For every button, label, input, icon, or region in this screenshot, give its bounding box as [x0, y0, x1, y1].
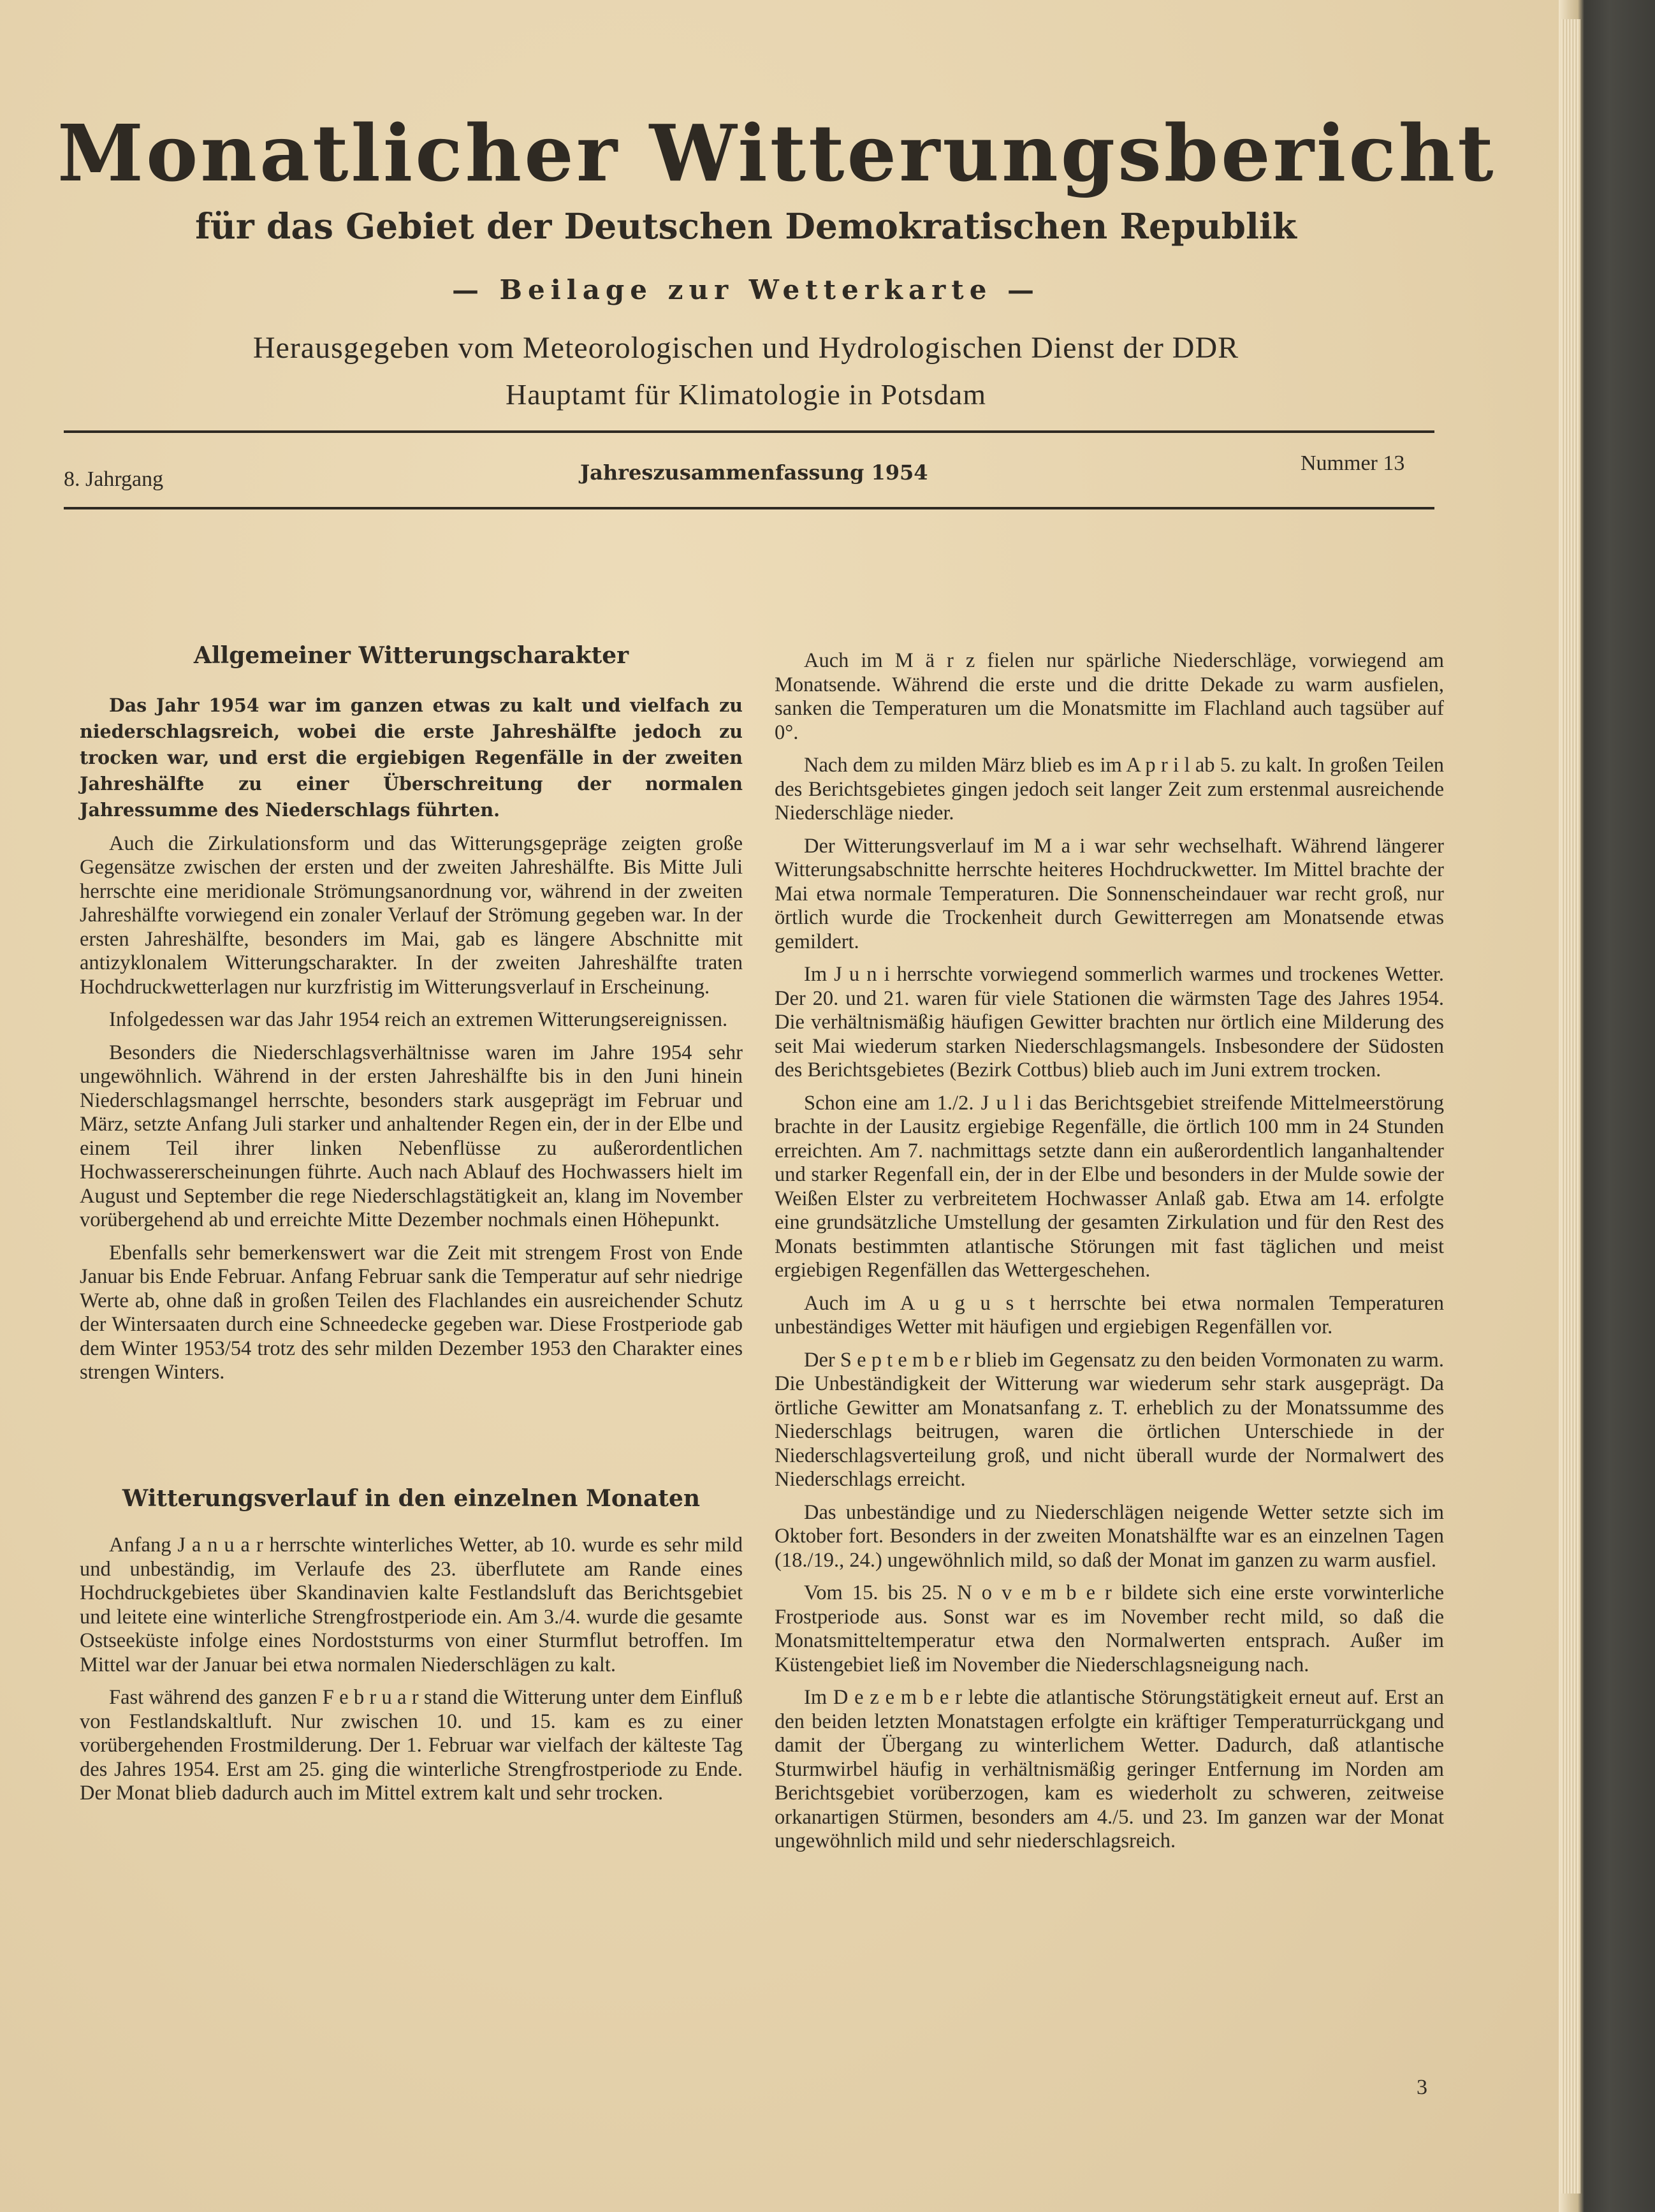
page-number: 3 [1417, 2076, 1427, 2099]
paragraph: Auch die Zirkulationsform und das Witterungsgepräge zeigten große Gegensätze zwischen der ersten und der zweiten Jahreshälfte. Bis Mitte Juli herrschte eine meridionale Strömungsanordnung vor, während in der zweiten Jahreshälfte vorwiegend ein zonaler Verlauf der Strömung gegeben war. In der ersten Jahreshälfte, besonders im Mai, gab es längere Abschnitte mit antizyklonalem Witterungscharakter. In der zweiten Jahreshälfte traten Hochdruckwetterlagen nur kurzfristig im Witterungsverlauf in Erscheinung. [80, 831, 743, 999]
paragraph: Nach dem zu milden März blieb es im A p r i l ab 5. zu kalt. In großen Teilen des Berichtsgebietes gingen jedoch seit langer Zeit zum erstenmal ausreichende Niederschläge nieder. [775, 754, 1444, 824]
masthead-supplement: — Beilage zur Wetterkarte — [451, 274, 1040, 305]
volume-label: 8. Jahrgang [64, 467, 164, 491]
paragraph: Der S e p t e m b e r blieb im Gegensatz zu den beiden Vormonaten zu warm. Die Unbeständigkeit der Witterung war wiederum sehr stark ausgeprägt. Da örtliche Gewitter am Monatsanfang z. T. erheblich zu der Monatssumme des Niederschlags beitrugen, waren die örtlichen Unterschiede in der Niederschlagsverteilung groß, und nicht überall wurde der Normalwert des Niederschlags erreicht. [775, 1348, 1444, 1491]
paragraph: Auch im A u g u s t herrschte bei etwa normalen Temperaturen unbeständiges Wetter mit häufigen und ergiebigen Regenfällen vor. [775, 1291, 1444, 1338]
publisher-line-1: Herausgegeben vom Meteorologischen und Hydrologischen Dienst der DDR [252, 331, 1239, 365]
paragraph: Anfang J a n u a r herrschte winterliches Wetter, ab 10. wurde es sehr mild und unbeständig, im Verlaufe des 23. überflutete am Rande eines Hochdruckgebietes über Skandinavien kalte Festlandsluft das Berichtsgebiet und leitete eine winterliche Strengfrostperiode ein. Am 3./4. wurde die gesamte Ostseeküste infolge eines Nordoststurms von einer Sturmflut betroffen. Im Mittel war der Januar bei etwa normalen Niederschlägen zu kalt. [80, 1534, 743, 1676]
right-column [775, 649, 1444, 1863]
masthead-title: Monatlicher Witterungsbericht [57, 107, 1496, 199]
paragraph: Ebenfalls sehr bemerkenswert war die Zeit mit strengem Frost von Ende Januar bis Ende Februar. Anfang Februar sank die Temperatur auf sehr niedrige Werte ab, ohne daß in großen Teilen des Flachlandes ein ausreichender Schutz der Wintersaaten durch eine Schneedecke gegeben war. Diese Frostperiode gab dem Winter 1953/54 trotz des sehr milden Dezember 1953 den Charakter eines strengen Winters. [80, 1241, 743, 1384]
paragraph: Vom 15. bis 25. N o v e m b e r bildete sich eine erste vorwinterliche Frostperiode aus. Sonst war es im November recht mild, so daß die Monatsmitteltemperatur etwa den Normalwerten entsprach. Außer im Küstengebiet ließ im November die Niederschlagsneigung nach. [775, 1581, 1444, 1676]
issue-number: Nummer 13 [1301, 451, 1405, 475]
paragraph: Fast während des ganzen F e b r u a r stand die Witterung unter dem Einfluß von Festlandskaltluft. Nur zwischen 10. und 15. kam es zu einer vorübergehenden Frostmilderung. Der 1. Februar war vielfach der kälteste Tag des Jahres 1954. Erst am 25. ging die winterliche Strengfrostperiode zu Ende. Der Monat blieb dadurch auch im Mittel extrem kalt und sehr trocken. [80, 1686, 743, 1805]
left-column [80, 644, 743, 1815]
masthead-subtitle: für das Gebiet der Deutschen Demokratischen Republik [195, 205, 1297, 247]
paragraph: Schon eine am 1./2. J u l i das Berichtsgebiet streifende Mittelmeerstörung brachte in der Lausitz ergiebige Regenfälle, die örtlich 100 mm in 24 Stunden erreichten. Am 7. nachmittags setzte dann ein außerordentlich langanhaltender und starker Regenfall ein, der in der Elbe und besonders in der Mulde sowie der Weißen Elster zu verbreitetem Hochwasser Anlaß gab. Etwa am 14. erfolgte eine grundsätzliche Umstellung der gesamten Zirkulation und für den Rest des Monats bestimmten atlantische Störungen mit fast täglichen und meist ergiebigen Regenfällen das Wettergeschehen. [775, 1091, 1444, 1282]
bottom-rule [64, 507, 1434, 509]
paragraph: Im J u n i herrschte vorwiegend sommerlich warmes und trockenes Wetter. Der 20. und 21. waren für viele Stationen die wärmsten Tage des Jahres 1954. Die verhältnismäßig häufigen Gewitter brachten nur örtlich eine Milderung des seit Mai wiederum starken Niederschlagsmangels. Insbesondere der Südosten des Berichtsgebietes (Bezirk Cottbus) blieb auch im Juni extrem trocken. [775, 963, 1444, 1081]
heading-general-character: Allgemeiner Witterungscharakter [193, 642, 629, 669]
paragraph: Im D e z e m b e r lebte die atlantische Störungstätigkeit erneut auf. Erst an den beiden letzten Monatstagen erfolgte ein kräftiger Temperaturrückgang und damit der Übergang zu winterlichem Wetter. Dadurch, daß atlantische Sturmwirbel häufig in verhältnismäßig geringer Entfernung im Norden am Berichtsgebiet vorüberzogen, kam es wiederholt zu schweren, zeitweise orkanartigen Stürmen, besonders am 4./5. und 23. Im ganzen war der Monat ungewöhnlich mild und sehr niederschlagsreich. [775, 1686, 1444, 1852]
page-edges [1561, 19, 1580, 2194]
paragraph: Infolgedessen war das Jahr 1954 reich an extremen Witterungsereignissen. [109, 1008, 728, 1031]
paragraph: Besonders die Niederschlagsverhältnisse waren im Jahre 1954 sehr ungewöhnlich. Während in der ersten Jahreshälfte bis in den Juni hinein Niederschlagsmangel herrschte, besonders stark ausgeprägt im Februar und März, setzte Anfang Juli starker und anhaltender Regen ein, der in der Elbe und einem Teil ihrer linken Nebenflüsse zu außerordentlichen Hochwassererscheinungen führte. Auch nach Ablauf des Hochwassers hielt im August und September die rege Niederschlagstätigkeit an, klang im November vorübergehend ab und erreichte Mitte Dezember nochmals einen Höhepunkt. [80, 1041, 743, 1231]
issue-title: Jahreszusammenfassung 1954 [580, 460, 928, 485]
heading-monthly-course: Witterungsverlauf in den einzelnen Monaten [122, 1484, 701, 1512]
paragraph: Der Witterungsverlauf im M a i war sehr wechselhaft. Während längerer Witterungsabschnitte herrschte heiteres Hochdruckwetter. Im Mittel brachte der Mai etwa normale Temperaturen. Die Sonnenscheindauer war recht groß, nur örtlich wurde die Trockenheit durch Gewitterregen am Monatsende etwas gemildert. [775, 834, 1444, 953]
book-binding [1559, 0, 1655, 2212]
paragraph: Das unbeständige und zu Niederschlägen neigende Wetter setzte sich im Oktober fort. Besonders in der zweiten Monatshälfte war es an einzelnen Tagen (18./19., 24.) ungewöhnlich mild, so daß der Monat im ganzen zu warm ausfiel. [775, 1500, 1444, 1572]
intro-paragraph: Das Jahr 1954 war im ganzen etwas zu kalt und vielfach zu niederschlagsreich, wobei die erste Jahreshälfte jedoch zu trocken war, und erst die ergiebigen Regenfälle in der zweiten Jahreshälfte zu einer Überschreitung der normalen Jahressumme des Niederschlags führten. [80, 694, 743, 821]
paragraph: Auch im M ä r z fielen nur spärliche Niederschläge, vorwiegend am Monatsende. Während die erste und die dritte Dekade zu warm ausfielen, sanken die Temperaturen um die Monatsmitte im Flachland auch tagsüber auf 0°. [775, 649, 1444, 744]
publisher-line-2: Hauptamt für Klimatologie in Potsdam [505, 378, 986, 411]
top-rule [64, 430, 1434, 433]
